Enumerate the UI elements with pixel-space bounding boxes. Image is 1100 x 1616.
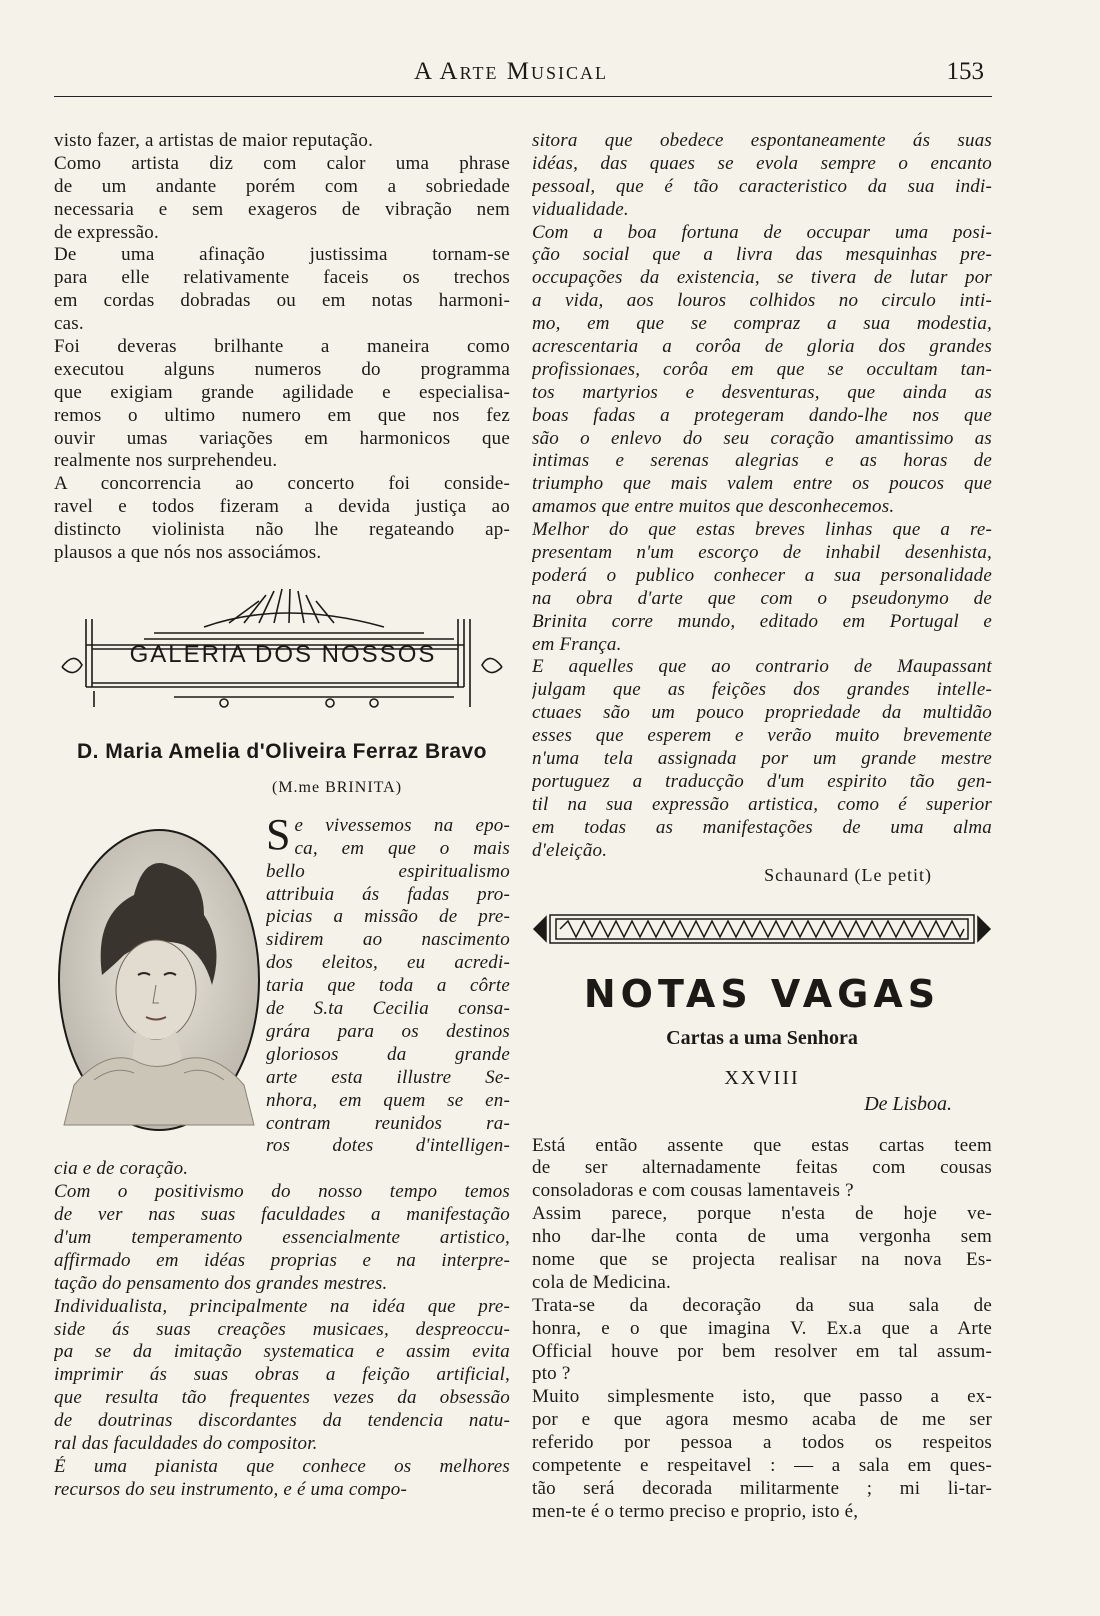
- text-line: tação do pensamento dos grandes mestres.: [54, 1272, 388, 1294]
- text-line: imprimir ás suas obras a feição artificial,: [54, 1364, 510, 1386]
- text-line: portuguez a traducção d'um espirito tão gen-: [532, 770, 992, 792]
- text-line: honra, e o que imagina V. Ex.a que a Arte: [532, 1317, 992, 1339]
- text-line: Assim parece, porque n'esta de hoje ve-: [532, 1203, 992, 1225]
- text-line: d'um temperamento essencialmente artistico,: [54, 1226, 510, 1248]
- text-line: arte esta illustre Se-: [266, 1066, 510, 1088]
- text-line: ral das faculdades do compositor.: [54, 1432, 318, 1454]
- text-line: men-te é o termo preciso e proprio, isto é,: [532, 1500, 859, 1522]
- text-line: acrescentaria a corôa de gloria dos grandes: [532, 336, 992, 358]
- text-line: dos eleitos, eu acredi-: [266, 952, 510, 974]
- text-line: Como artista diz com calor uma phrase: [54, 152, 510, 174]
- biography-text: [54, 1158, 510, 1501]
- text-line: nome que se projecta realisar na nova Es-: [532, 1248, 992, 1270]
- gallery-heading: GALERIA DOS NOSSOS: [129, 640, 437, 668]
- text-line: de ver nas suas faculdades a manifestação: [54, 1204, 510, 1226]
- text-line: Com o positivismo do nosso tempo temos: [54, 1181, 510, 1203]
- ornamental-band-icon: [532, 909, 992, 949]
- text-line: de expressão.: [54, 221, 159, 243]
- text-line: cas.: [54, 313, 84, 335]
- text-line: realmente nos surprehendeu.: [54, 450, 278, 472]
- letter-text: [532, 1135, 992, 1524]
- text-line: remos o ultimo numero em que nos fez: [54, 404, 510, 426]
- text-line: referido por pessoa a todos os respeitos: [532, 1432, 992, 1454]
- text-line: Melhor do que estas breves linhas que a re-: [532, 519, 992, 541]
- letter-place: De Lisboa.: [864, 1092, 952, 1115]
- text-line: julgam que as feições dos grandes intelle-: [532, 679, 992, 701]
- text-line: poderá o publico conhecer a sua personalidade: [532, 564, 992, 586]
- text-line: ca, em que o mais: [294, 837, 510, 859]
- text-line: ctuaes são um pouco propriedade da multidão: [532, 702, 992, 724]
- text-line: são o enlevo do seu coração amantissimo as: [532, 427, 992, 449]
- biography-subject-alias: (M.me BRINITA): [271, 778, 403, 796]
- text-line: ravel e todos fizeram a devida justiça ao: [54, 496, 510, 518]
- gallery-ornament: [54, 579, 510, 727]
- text-line: nho dar-lhe conta de uma vergonha sem: [532, 1226, 992, 1248]
- text-line: Muito simplesmente isto, que passo a ex-: [532, 1386, 992, 1408]
- text-line: taria que toda a côrte: [266, 975, 510, 997]
- text-line: ros dotes d'intelligen-: [266, 1135, 510, 1157]
- text-line: É uma pianista que conhece os melhores: [54, 1455, 510, 1477]
- text-line: gloriosos da grande: [266, 1043, 510, 1065]
- text-line: sitora que obedece espontaneamente ás suas: [532, 130, 992, 151]
- text-line: visto fazer, a artistas de maior reputação.: [54, 130, 374, 151]
- text-line: nhora, em quem se en-: [266, 1089, 510, 1111]
- letter-number: XXVIII: [724, 1066, 800, 1089]
- page-header: [54, 58, 992, 98]
- section-subtitle: Cartas a uma Senhora: [666, 1026, 858, 1049]
- text-line: que exigiam grande agilidade e especialisa-: [54, 381, 510, 403]
- left-column: [54, 130, 510, 1502]
- text-line: competente e respeitavel : — a sala em ques-: [532, 1454, 992, 1476]
- text-line: em França.: [532, 633, 622, 655]
- text-line: Brinita corre mundo, editado em Portugal e: [532, 610, 992, 632]
- text-line: de S.ta Cecilia consa-: [266, 998, 510, 1020]
- text-line: ouvir umas variações em harmonicos que: [54, 427, 510, 449]
- text-line: De uma afinação justissima tornam-se: [54, 244, 510, 266]
- text-line: amamos que entre muitos que desconhecemos.: [532, 496, 895, 518]
- text-line: vidualidade.: [532, 198, 629, 220]
- text-line: presentam n'um escorço de inhabil desenhista,: [532, 542, 992, 564]
- text-line: que resulta tão frequentes vezes da obsessão: [54, 1387, 510, 1409]
- section-title: NOTAS VAGAS: [583, 971, 941, 1016]
- right-column: [532, 130, 992, 1524]
- text-line: til na sua expressão artistica, como é superior: [532, 793, 992, 815]
- text-line: triumpho que mais valem entre os poucos que: [532, 473, 992, 495]
- text-line: tos martyrios e desventuras, que ainda as: [532, 381, 992, 403]
- text-line: E aquelles que ao contrario de Maupassant: [532, 656, 992, 678]
- biography-section: [54, 809, 510, 1502]
- text-line: para elle relativamente faceis os trechos: [54, 267, 510, 289]
- running-title: A Arte Musical: [414, 58, 608, 85]
- text-line: e vivessemos na epo-: [294, 814, 510, 836]
- text-line: pto ?: [532, 1363, 571, 1385]
- text-line: Está então assente que estas cartas teem: [532, 1134, 992, 1156]
- biography-continuation-text: [532, 130, 992, 863]
- text-line: na obra d'arte que com o pseudonymo de: [532, 587, 992, 609]
- text-line: esses que esperem e verão muito brevemente: [532, 725, 992, 747]
- text-line: pessoal, que é tão caracteristico da sua indi-: [532, 175, 992, 197]
- text-line: de doutrinas discordantes da tendencia natu-: [54, 1410, 510, 1432]
- biography-subject-name: D. Maria Amelia d'Oliveira Ferraz Bravo: [76, 739, 488, 763]
- text-line: idéas, das quaes se evola sempre o encanto: [532, 152, 992, 174]
- text-line: de ser alternadamente feitas com cousas: [532, 1157, 992, 1179]
- text-line: attribuia ás fadas pro-: [266, 883, 510, 905]
- text-line: Trata-se da decoração da sua sala de: [532, 1294, 992, 1316]
- text-line: cia e de coração.: [54, 1158, 189, 1180]
- biography-wrapped-text: [266, 809, 510, 1158]
- text-line: ção social que a livra das mesquinhas pre-: [532, 244, 992, 266]
- text-line: d'eleição.: [532, 839, 608, 861]
- text-line: intimas e serenas alegrias e as horas de: [532, 450, 992, 472]
- text-line: Individualista, principalmente na idéa que pre-: [54, 1295, 510, 1317]
- text-line: affirmado em idéas proprias e na interpre-: [54, 1249, 510, 1271]
- drop-cap: S: [266, 809, 291, 859]
- text-line: bello espiritualismo: [266, 860, 510, 882]
- page-number: 153: [946, 58, 984, 85]
- text-line: tão será decorada militarmente ; mi li-tar-: [532, 1477, 992, 1499]
- text-line: Foi deveras brilhante a maneira como: [54, 336, 510, 358]
- text-line: profissionaes, corôa em que se occultam tan-: [532, 358, 992, 380]
- text-line: A concorrencia ao concerto foi conside-: [54, 473, 510, 495]
- text-line: necessaria e sem exageros de vibração nem: [54, 198, 510, 220]
- text-line: em cordas dobradas ou em notas harmoni-: [54, 290, 510, 312]
- concert-review-text: [54, 130, 510, 565]
- text-line: picias a missão de pre-: [266, 906, 510, 928]
- decorative-band: [532, 909, 992, 949]
- text-line: occupações da existencia, se tivera de lutar por: [532, 267, 992, 289]
- text-line: de um andante porém com a sobriedade: [54, 175, 510, 197]
- text-line: por e que agora mesmo acaba de me ser: [532, 1409, 992, 1431]
- text-line: n'uma tela assignada por um grande mestre: [532, 748, 992, 770]
- text-line: em todas as manifestações de uma alma: [532, 816, 992, 838]
- header-rule: [54, 96, 992, 97]
- text-line: distincto violinista não lhe regateando ap-: [54, 519, 510, 541]
- text-line: recursos do seu instrumento, e é uma compo-: [54, 1478, 408, 1500]
- portrait-image: [54, 825, 264, 1135]
- text-line: sidirem ao nascimento: [266, 929, 510, 951]
- text-line: boas fadas a protegeram dando-lhe nos que: [532, 404, 992, 426]
- text-line: Official houve por bem resolver em tal assum-: [532, 1340, 992, 1362]
- text-line: grára para os destinos: [266, 1020, 510, 1042]
- text-line: side ás suas creações musicaes, despreoccu-: [54, 1318, 510, 1340]
- text-line: consoladoras e com cousas lamentaveis ?: [532, 1180, 854, 1202]
- author-signature: Schaunard (Le petit): [764, 864, 932, 885]
- text-line: mo, em que se compraz a sua modestia,: [532, 313, 992, 335]
- text-line: plausos a que nós nos associámos.: [54, 542, 322, 564]
- text-line: pa se da imitação systematica e assim evita: [54, 1341, 510, 1363]
- text-line: executou alguns numeros do programma: [54, 358, 510, 380]
- text-line: a vida, aos louros colhidos no circulo inti-: [532, 290, 992, 312]
- text-line: contram reunidos ra-: [266, 1112, 510, 1134]
- text-line: cola de Medicina.: [532, 1271, 671, 1293]
- text-line: Com a boa fortuna de occupar uma posi-: [532, 221, 992, 243]
